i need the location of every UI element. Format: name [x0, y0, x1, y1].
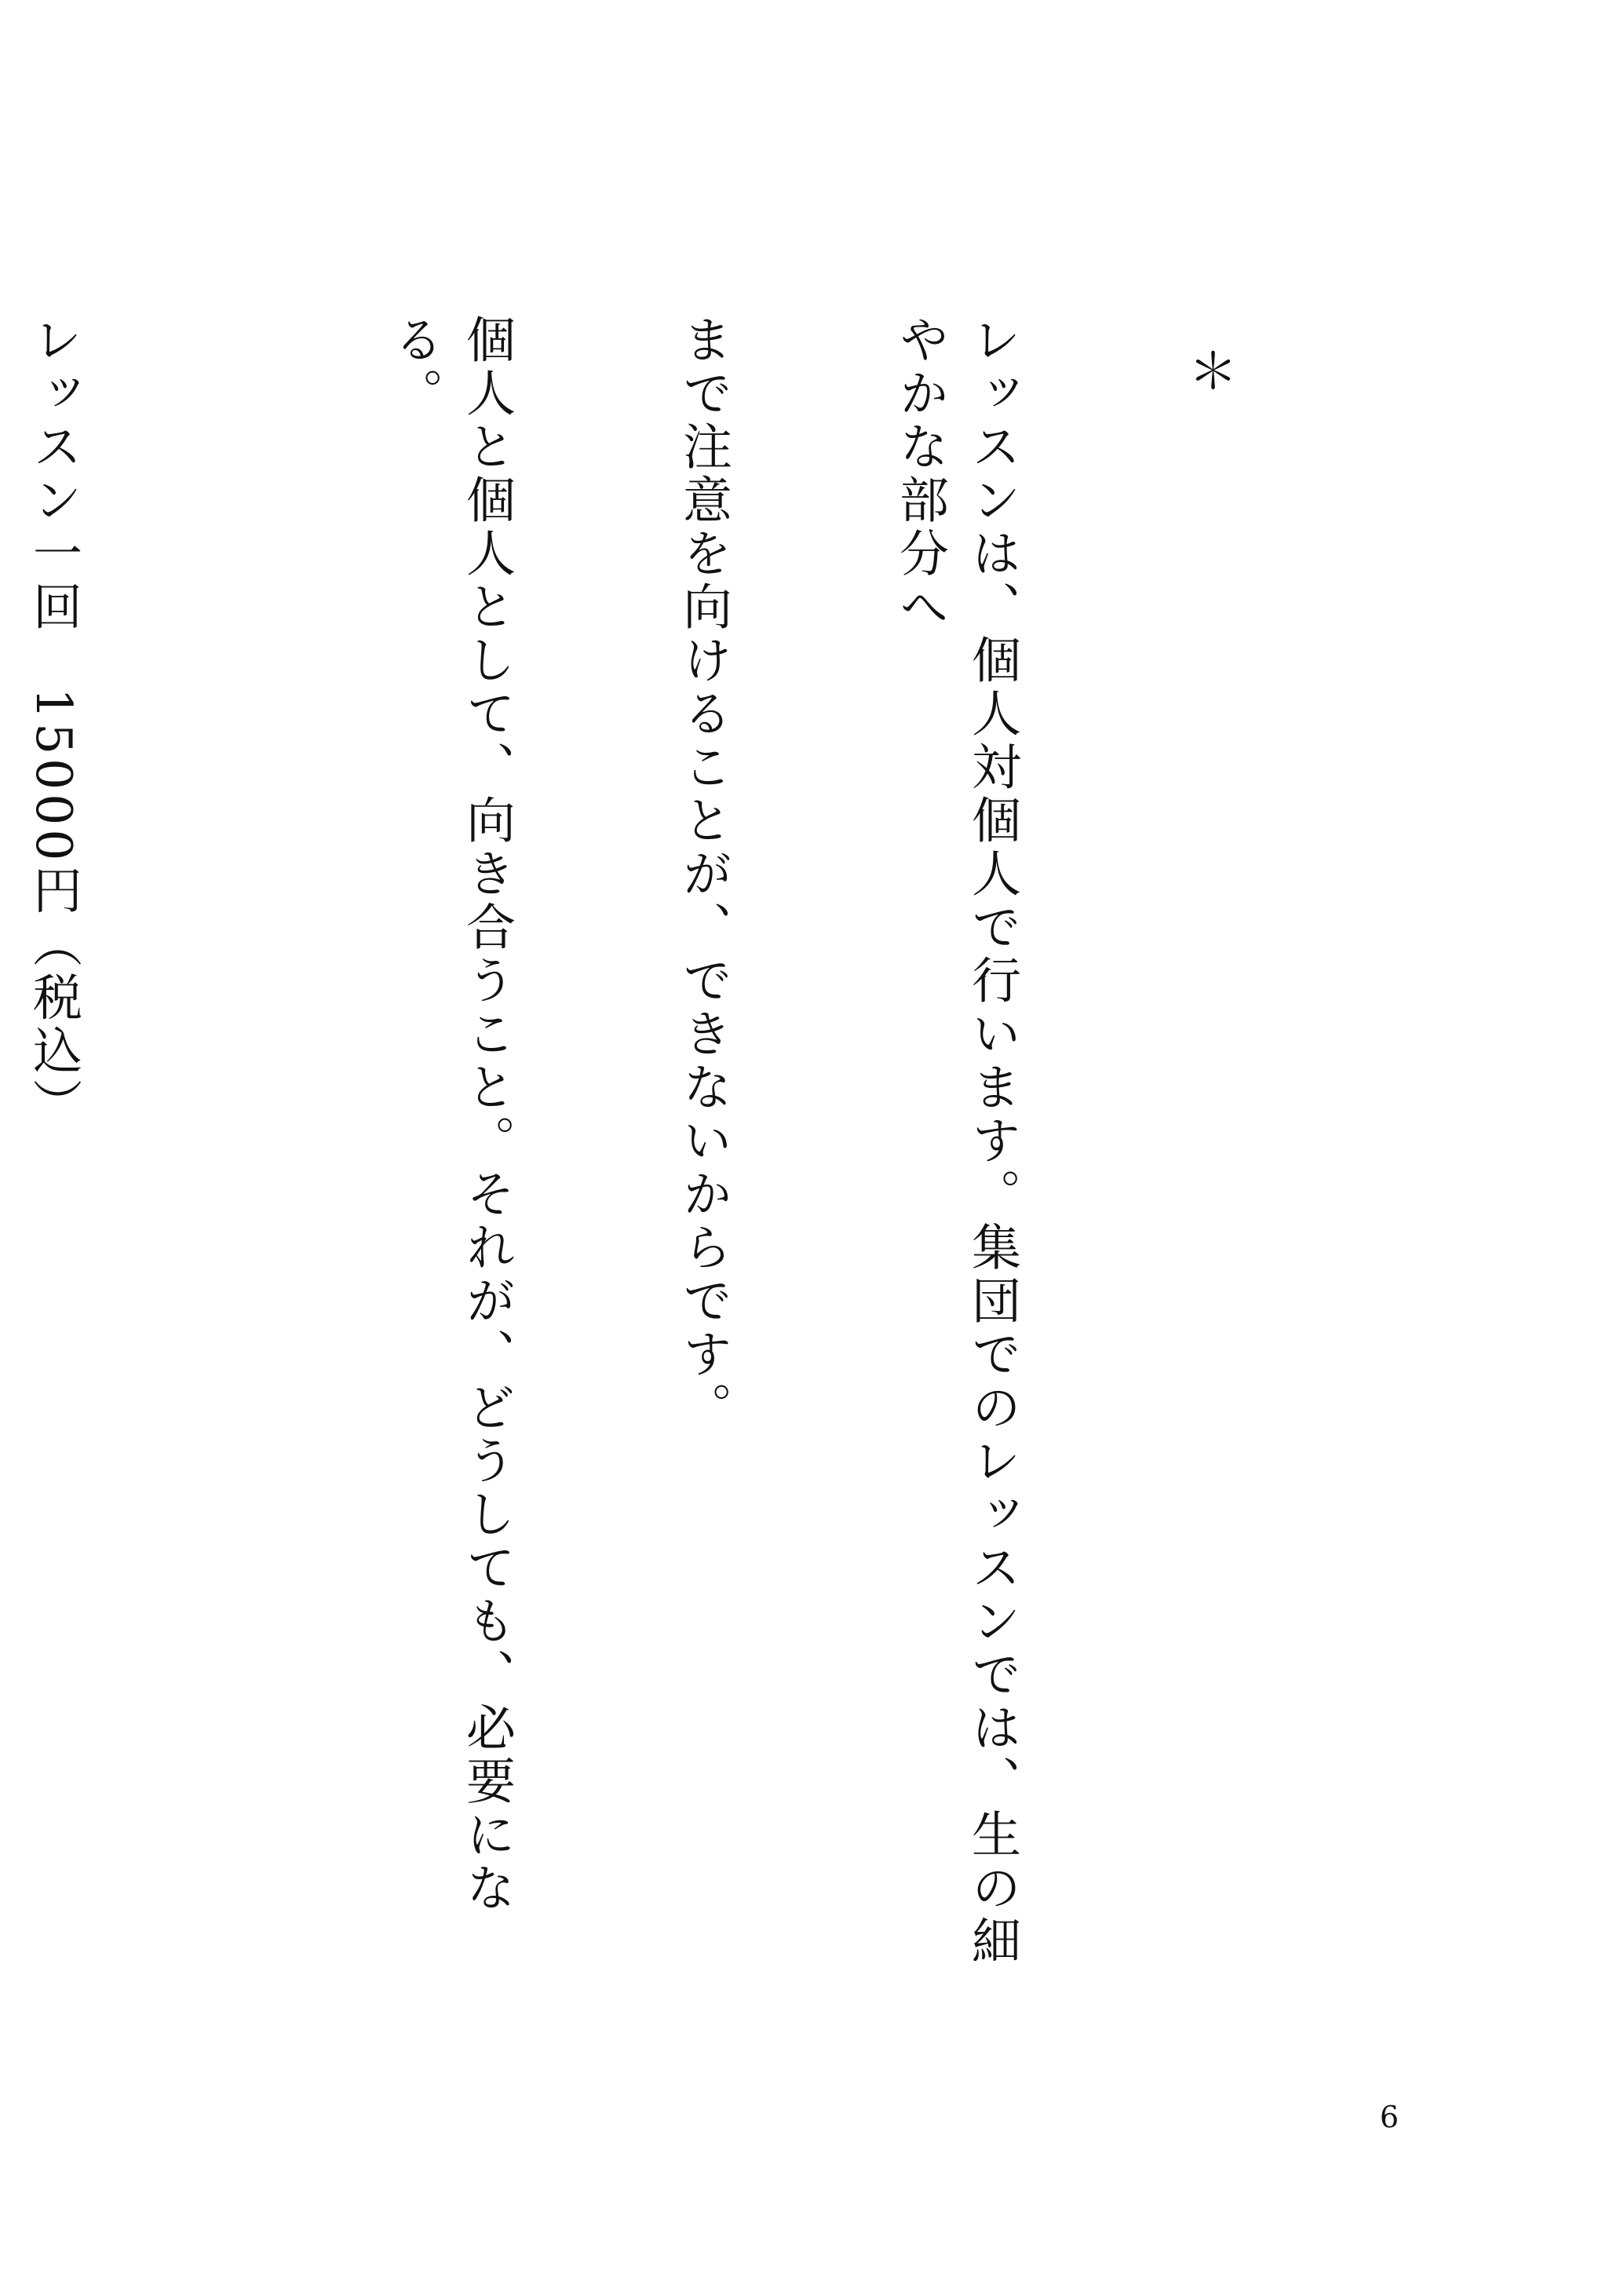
- section-asterisk: ＊: [1181, 345, 1238, 399]
- lesson-price-line: レッスン一回 15000円（税込）: [25, 314, 82, 1132]
- page-number: 6: [1379, 2100, 1400, 2134]
- text-line-1: レッスンは、個人対個人で行います。集団でのレッスンでは、生の細やかな部分へ: [892, 314, 1021, 1969]
- vertical-text-body: [25, 314, 1389, 2002]
- text-line-3: 個人と個人として、向き合うこと。それが、どうしても、必要になる。: [386, 314, 516, 1915]
- text-line-2: まで注意を向けることが、できないからです。: [675, 314, 732, 1435]
